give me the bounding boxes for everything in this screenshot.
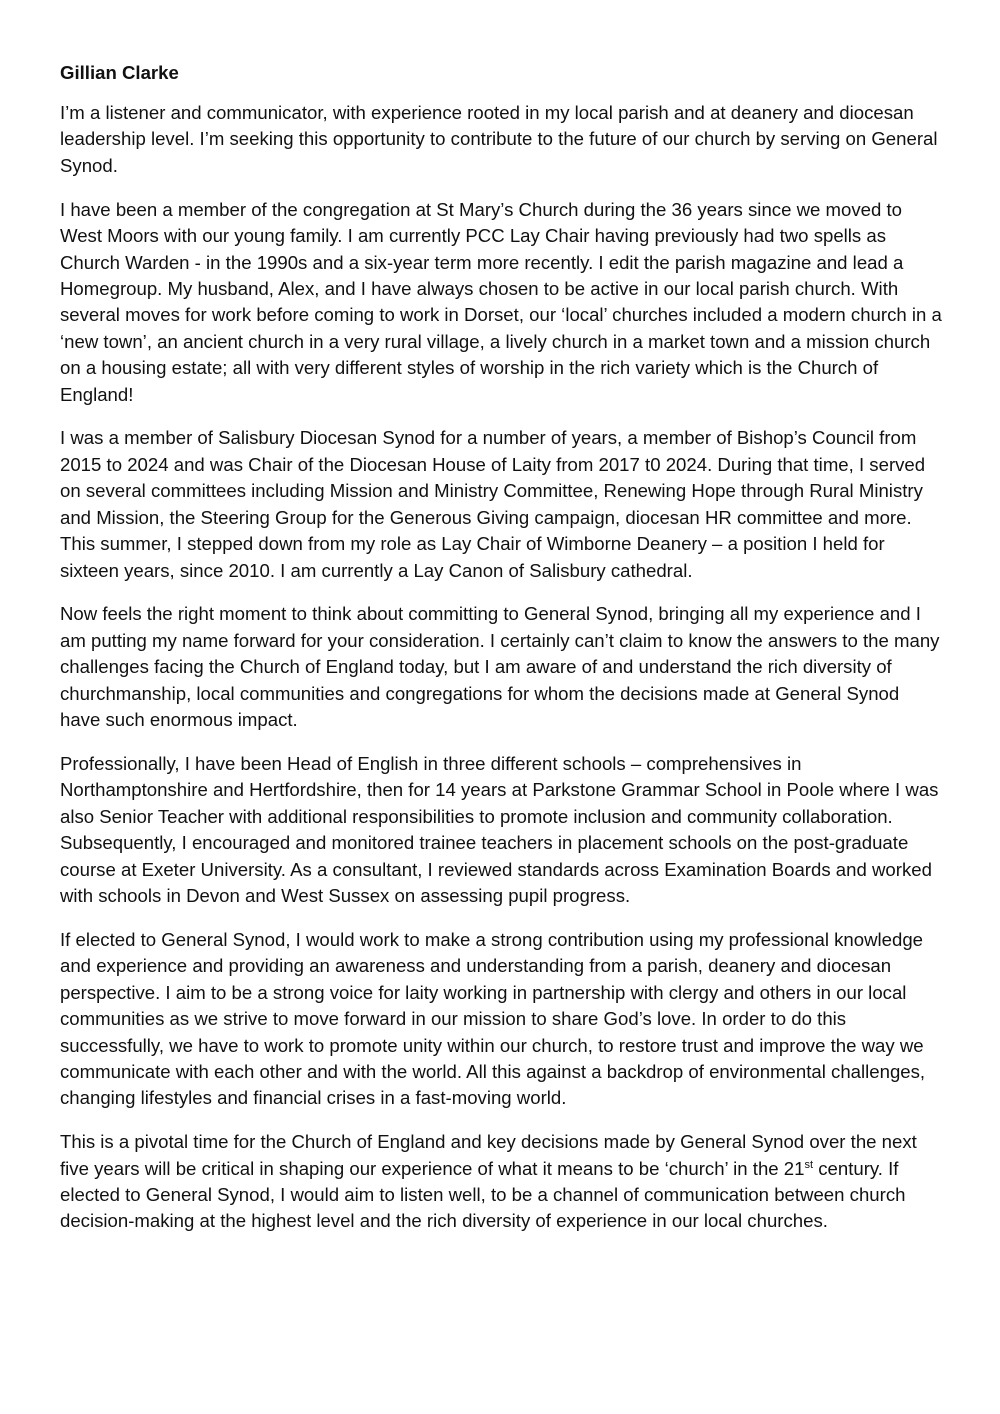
paragraph-intro: I’m a listener and communicator, with experience rooted in my local parish and at deanery and diocesan leadership level. I’m seeking this opportunity to contribute to the future of our church by serving on General Synod.: [60, 102, 938, 176]
ordinal-superscript: st: [804, 1158, 814, 1171]
paragraph-if-elected: If elected to General Synod, I would work to make a strong contribution using my professional knowledge and experience and providing an awareness and understanding from a parish, deanery and diocesan perspective. I aim to be a strong voice for laity working in partnership with clergy and others in our local communities as we strive to move forward in our mission to share God’s love. In order to do this successfully, we have to work to promote unity within our church, to restore trust and improve the way we communicate with each other and with the world. All this against a backdrop of environmental challenges, changing lifestyles and financial crises in a fast-moving world.: [60, 928, 926, 1109]
paragraph-parish: I have been a member of the congregation at St Mary’s Church during the 36 years since we moved to West Moors with our young family. I am currently PCC Lay Chair having previously had two spells as Church Warden - in the 1990s and a six-year term more recently. I edit the parish magazine and lead a Homegroup. My husband, Alex, and I have always chosen to be active in our local parish church. With several moves for work before coming to work in Dorset, our ‘local’ churches included a modern church in a ‘new town’, an ancient church in a very rural village, a lively church in a market town and a mission church on a housing estate; all with very different styles of worship in the rich variety which is the Church of England!: [60, 198, 942, 405]
paragraph-synod-motivation: Now feels the right moment to think about committing to General Synod, bringing all my experience and I am putting my name forward for your consideration. I certainly can’t claim to know the answers to the many challenges facing the Church of England today, but I am aware of and understand the rich diversity of churchmanship, local communities and congregations for whom the decisions made at General Synod have such enormous impact.: [60, 603, 940, 731]
document-title: Gillian Clarke: [60, 62, 179, 83]
closing-text-start: This is a pivotal time for the Church of England and key decisions made by General Synod over the next five years will be critical in shaping our experience of what it means to be ‘church’ in the 21: [60, 1131, 917, 1179]
paragraph-closing: [60, 1129, 942, 1235]
paragraph-diocese: I was a member of Salisbury Diocesan Synod for a number of years, a member of Bishop’s Council from 2015 to 2024 and was Chair of the Diocesan House of Laity from 2017 t0 2024. During that time, I served on several committees including Mission and Ministry Committee, Renewing Hope through Rural Ministry and Mission, the Steering Group for the Generous Giving campaign, diocesan HR committee and more. This summer, I stepped down from my role as Lay Chair of Wimborne Deanery – a position I held for sixteen years, since 2010. I am currently a Lay Canon of Salisbury cathedral.: [60, 427, 926, 581]
paragraph-professional: Professionally, I have been Head of English in three different schools – comprehensives in Northamptonshire and Hertfordshire, then for 14 years at Parkstone Grammar School in Poole where I was also Senior Teacher with additional responsibilities to promote inclusion and community collaboration. Subsequently, I encouraged and monitored trainee teachers in placement schools on the post-graduate course at Exeter University. As a consultant, I reviewed standards across Examination Boards and worked with schools in Devon and West Sussex on assessing pupil progress.: [60, 752, 939, 906]
closing-text-end: century. If elected to General Synod, I would aim to listen well, to be a channel of communication between church decision-making at the highest level and the rich diversity of experience in our local churches.: [60, 1157, 906, 1232]
